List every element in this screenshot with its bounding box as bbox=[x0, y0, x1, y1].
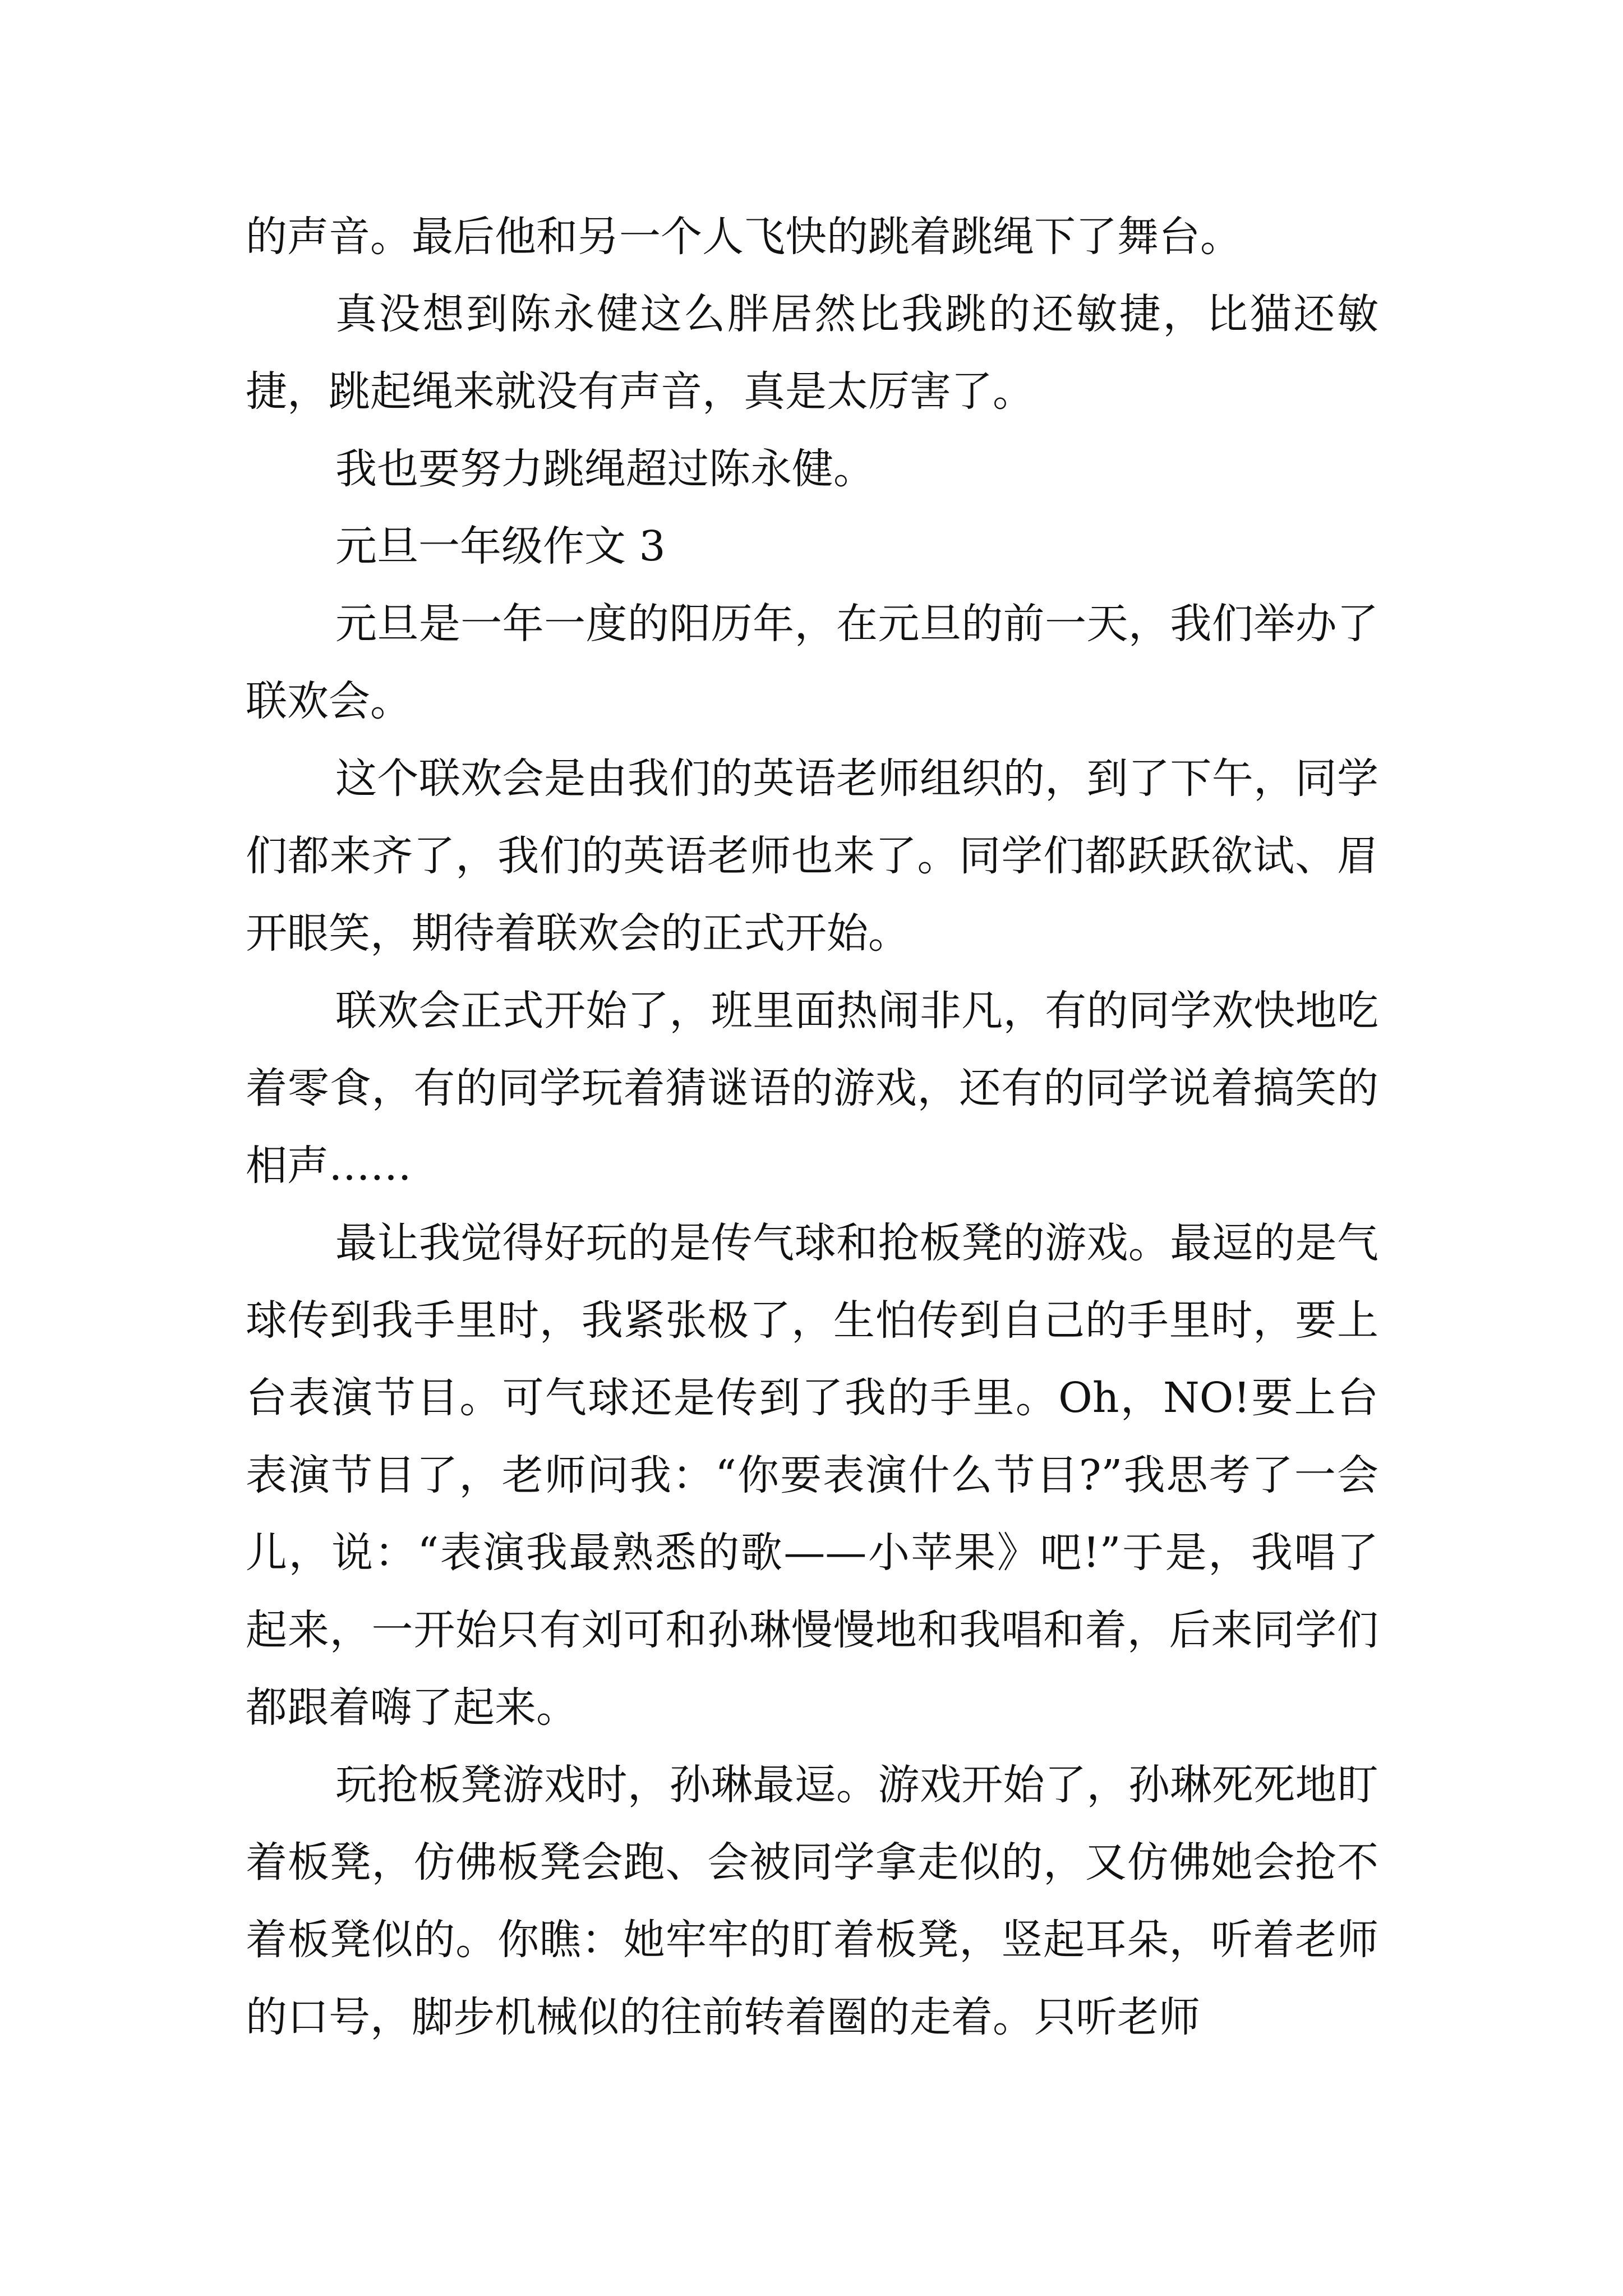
paragraph: 联欢会正式开始了，班里面热闹非凡，有的同学欢快地吃着零食，有的同学玩着猜谜语的游戏，还有的同学说着搞笑的相声…… bbox=[246, 987, 1378, 1190]
section-heading: 元旦一年级作文 3 bbox=[335, 522, 666, 570]
paragraph: 元旦是一年一度的阳历年，在元旦的前一天，我们举办了联欢会。 bbox=[246, 600, 1378, 725]
paragraph-continuation: 的声音。最后他和另一个人飞快的跳着跳绳下了舞台。 bbox=[246, 213, 1242, 261]
article-body bbox=[246, 198, 1378, 2056]
paragraph: 这个联欢会是由我们的英语老师组织的，到了下午，同学们都来齐了，我们的英语老师也来了。同学们都跃跃欲试、眉开眼笑，期待着联欢会的正式开始。 bbox=[246, 754, 1378, 958]
paragraph: 真没想到陈永健这么胖居然比我跳的还敏捷，比猫还敏捷，跳起绳来就没有声音，真是太厉害了。 bbox=[246, 290, 1378, 416]
paragraph: 最让我觉得好玩的是传气球和抢板凳的游戏。最逗的是气球传到我手里时，我紧张极了，生怕传到自己的手里时，要上台表演节目。可气球还是传到了我的手里。Oh，NO!要上台表演节目了，老师问我：“你要表演什么节目?”我思考了一会儿，说：“表演我最熟悉的歌——小苹果》吧!”于是，我唱了起来，一开始只有刘可和孙琳慢慢地和我唱和着，后来同学们都跟着嗨了起来。 bbox=[246, 1219, 1378, 1732]
paragraph: 玩抢板凳游戏时，孙琳最逗。游戏开始了，孙琳死死地盯着板凳，仿佛板凳会跑、会被同学拿走似的，又仿佛她会抢不着板凳似的。你瞧：她牢牢的盯着板凳，竖起耳朵，听着老师的口号，脚步机械似的往前转着圈的走着。只听老师 bbox=[246, 1761, 1378, 2041]
paragraph: 我也要努力跳绳超过陈永健。 bbox=[335, 445, 875, 493]
